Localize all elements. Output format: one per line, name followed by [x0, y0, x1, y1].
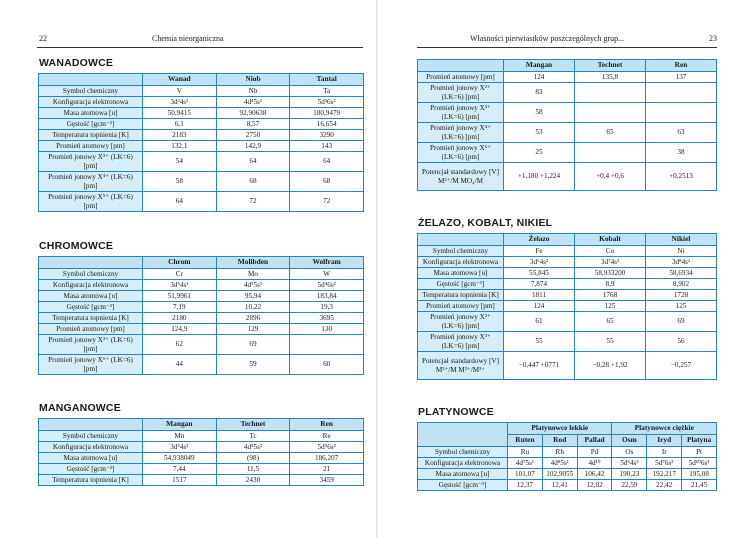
table-cell: 83	[504, 83, 575, 103]
section-title: CHROMOWCE	[39, 240, 114, 252]
column-header: Niob	[216, 74, 290, 86]
row-label: Gęstość [gcm⁻³]	[39, 119, 143, 130]
group-header-row	[418, 423, 717, 435]
header-corner	[39, 257, 143, 269]
table-cell	[646, 83, 717, 103]
table-cell: 38	[646, 143, 717, 163]
table-row	[418, 301, 717, 312]
row-label: Promień jonowy X³⁺ (LK=6) [pm]	[39, 152, 143, 172]
table-row	[418, 268, 717, 279]
table-row	[39, 335, 364, 355]
table-cell: 12,02	[577, 480, 612, 491]
table-cell: 106,42	[577, 469, 612, 480]
table-row	[418, 312, 717, 332]
table-cell: 58	[504, 103, 575, 123]
table-cell: 142,9	[216, 141, 290, 152]
wanadowce-table	[38, 73, 364, 212]
table-row	[39, 280, 364, 291]
table-cell: 5d³6s²	[290, 97, 364, 108]
table-cell: 3d⁶4s²	[504, 257, 575, 268]
section-title: PLATYNOWCE	[418, 406, 494, 418]
table-cell: 63	[646, 123, 717, 143]
table-cell: 7,44	[143, 464, 217, 475]
table-row	[418, 290, 717, 301]
table-cell: 3459	[290, 475, 364, 486]
column-header: Chrom	[143, 257, 217, 269]
table-header-row	[39, 74, 364, 86]
table-cell: 5d¹⁰6s¹	[682, 458, 717, 469]
table-cell: 95,94	[216, 291, 290, 302]
table-header-row	[418, 234, 717, 246]
left-page	[0, 0, 377, 538]
column-header: Ruten	[508, 435, 543, 447]
table-row	[39, 475, 364, 486]
table-cell: 11,5	[216, 464, 290, 475]
row-label: Masa atomowa [u]	[418, 469, 508, 480]
table-cell: 60	[290, 355, 364, 375]
row-label: Gęstość [gcm⁻³]	[39, 302, 143, 313]
table-cell: Tc	[216, 431, 290, 442]
table-row	[418, 72, 717, 83]
column-header: Wanad	[143, 74, 217, 86]
table-cell: 69	[216, 335, 290, 355]
table-cell: 65	[575, 123, 646, 143]
table-cell: 92,90638	[216, 108, 290, 119]
row-label: Promień jonowy X⁴⁺ (LK=6) [pm]	[39, 172, 143, 192]
table-cell: 64	[143, 192, 217, 212]
table-cell: 56	[646, 332, 717, 352]
table-row	[39, 464, 364, 475]
table-row	[39, 291, 364, 302]
table-row	[418, 332, 717, 352]
table-cell: Co	[575, 246, 646, 257]
row-label: Masa atomowa [u]	[418, 268, 504, 279]
table-cell: 5d⁷6s²	[647, 458, 682, 469]
table-cell: 2896	[216, 313, 290, 324]
table-cell: 51,9961	[143, 291, 217, 302]
table-cell: Ta	[290, 86, 364, 97]
table-cell: Rh	[542, 447, 577, 458]
table-cell: 68	[290, 172, 364, 192]
row-label: Promień jonowy X²⁺ (LK=6) [pm]	[418, 83, 504, 103]
table-cell: Mo	[216, 269, 290, 280]
table-cell: 132,1	[143, 141, 217, 152]
row-label: Promień atomowy [pm]	[418, 301, 504, 312]
table-cell: Ru	[508, 447, 543, 458]
table-cell	[575, 143, 646, 163]
header-rule	[417, 47, 717, 48]
table-row	[418, 279, 717, 290]
table-cell: 5d⁶4s²	[612, 458, 647, 469]
table-row	[39, 152, 364, 172]
row-label: Symbol chemiczny	[418, 246, 504, 257]
row-label: Masa atomowa [u]	[39, 453, 143, 464]
table-cell: 1768	[575, 290, 646, 301]
table-cell: 16,654	[290, 119, 364, 130]
table-row	[39, 302, 364, 313]
table-cell: 19,3	[290, 302, 364, 313]
table-cell: Os	[612, 447, 647, 458]
row-label: Symbol chemiczny	[39, 269, 143, 280]
table-cell: +0,2513	[646, 163, 717, 191]
table-row	[39, 355, 364, 375]
table-cell: W	[290, 269, 364, 280]
table-cell: (98)	[216, 453, 290, 464]
row-label: Promień jonowy X⁵⁺ (LK=6) [pm]	[39, 192, 143, 212]
row-label: Promień jonowy X³⁺ (LK=6) [pm]	[39, 335, 143, 355]
table-row	[418, 103, 717, 123]
platynowce-table	[417, 422, 717, 491]
table-cell: 55,845	[504, 268, 575, 279]
table-cell: 44	[143, 355, 217, 375]
column-header: Nikiel	[646, 234, 717, 246]
row-label: Konfiguracja elektronowa	[39, 280, 143, 291]
table-cell: Re	[290, 431, 364, 442]
row-label: Gęstość [gcm⁻³]	[418, 480, 508, 491]
table-cell: 4d⁵5s¹	[216, 280, 290, 291]
table-cell: 2183	[143, 130, 217, 141]
table-cell: 186,207	[290, 453, 364, 464]
table-cell: 61	[504, 312, 575, 332]
table-cell: 183,84	[290, 291, 364, 302]
column-header: Iryd	[647, 435, 682, 447]
table-cell: Cr	[143, 269, 217, 280]
table-cell: 125	[575, 301, 646, 312]
table-cell: −0,447 +0771	[504, 352, 575, 380]
row-label: Masa atomowa [u]	[39, 291, 143, 302]
row-label: Potencjał standardowy [V] M²⁺/M M³⁺/M²⁺	[418, 352, 504, 380]
table-cell	[575, 83, 646, 103]
section-title: MANGANOWCE	[39, 402, 121, 414]
page-number: 22	[39, 34, 47, 43]
table-row	[39, 86, 364, 97]
table-row	[39, 119, 364, 130]
table-cell: 58,933200	[575, 268, 646, 279]
table-cell: 64	[216, 152, 290, 172]
table-row	[418, 123, 717, 143]
row-label: Konfiguracja elektronowa	[39, 97, 143, 108]
table-row	[39, 130, 364, 141]
row-label: Temperatura topnienia [K]	[39, 130, 143, 141]
table-row	[39, 324, 364, 335]
column-header: Wolfram	[290, 257, 364, 269]
table-cell: 3290	[290, 130, 364, 141]
table-cell: 54	[143, 152, 217, 172]
page-number: 23	[709, 34, 717, 43]
table-cell: Ni	[646, 246, 717, 257]
table-cell: Mn	[143, 431, 217, 442]
table-cell: 72	[290, 192, 364, 212]
table-cell: 124	[504, 301, 575, 312]
table-cell: 137	[646, 72, 717, 83]
table-cell: 55	[504, 332, 575, 352]
table-row	[39, 192, 364, 212]
table-cell: 7,19	[143, 302, 217, 313]
table-cell: 124,9	[143, 324, 217, 335]
row-label: Promień jonowy X⁴⁺ (LK=6) [pm]	[418, 123, 504, 143]
table-cell	[646, 103, 717, 123]
row-label: Promień jonowy X²⁺ (LK=6) [pm]	[418, 312, 504, 332]
table-cell: 129	[216, 324, 290, 335]
table-header-row	[39, 257, 364, 269]
row-label: Masa atomowa [u]	[39, 108, 143, 119]
table-cell: 135,8	[575, 72, 646, 83]
table-cell: Pd	[577, 447, 612, 458]
table-cell: 12,41	[542, 480, 577, 491]
table-cell: 21	[290, 464, 364, 475]
header-rule	[37, 47, 363, 48]
table-cell: 58	[143, 172, 217, 192]
table-header-row	[418, 60, 717, 72]
table-cell: Nb	[216, 86, 290, 97]
row-label: Symbol chemiczny	[39, 86, 143, 97]
table-cell: 3d⁸4s²	[646, 257, 717, 268]
table-row	[39, 108, 364, 119]
table-cell	[290, 335, 364, 355]
table-cell: 1517	[143, 475, 217, 486]
column-header: Technet	[575, 60, 646, 72]
table-cell: 195,08	[682, 469, 717, 480]
table-cell: 2430	[216, 475, 290, 486]
table-cell: 7,874	[504, 279, 575, 290]
table-row	[39, 431, 364, 442]
table-cell: 25	[504, 143, 575, 163]
table-row	[39, 313, 364, 324]
table-row	[418, 257, 717, 268]
row-label: Symbol chemiczny	[418, 447, 508, 458]
column-header: Mangan	[143, 419, 217, 431]
table-cell: 54,938049	[143, 453, 217, 464]
table-cell: 3d⁷4s²	[575, 257, 646, 268]
manganowce-continued-table	[417, 59, 717, 191]
header-corner	[39, 419, 143, 431]
row-label: Konfiguracja elektronowa	[39, 442, 143, 453]
row-label: Promień atomowy [pm]	[39, 324, 143, 335]
table-cell: 2180	[143, 313, 217, 324]
column-header: Rod	[542, 435, 577, 447]
table-row	[418, 469, 717, 480]
header-corner	[418, 60, 504, 72]
zelazo-kobalt-nikiel-table	[417, 233, 717, 380]
table-cell: 125	[646, 301, 717, 312]
row-label: Promień atomowy [pm]	[418, 72, 504, 83]
column-header: Tantal	[290, 74, 364, 86]
row-label: Gęstość [gcm⁻³]	[418, 279, 504, 290]
table-row	[39, 172, 364, 192]
row-label: Temperatura topnienia [K]	[39, 475, 143, 486]
table-cell: V	[143, 86, 217, 97]
table-cell: 68	[216, 172, 290, 192]
table-cell: 124	[504, 72, 575, 83]
row-label: Konfiguracja elektronowa	[418, 458, 508, 469]
table-row	[418, 83, 717, 103]
table-row	[39, 97, 364, 108]
table-cell: 5d⁵6s²	[290, 442, 364, 453]
header-corner	[39, 74, 143, 86]
table-cell: 64	[290, 152, 364, 172]
header-corner	[418, 234, 504, 246]
table-cell: 53	[504, 123, 575, 143]
row-label: Promień jonowy X³⁺ (LK=6) [pm]	[418, 103, 504, 123]
table-row	[418, 163, 717, 191]
table-cell: 4d¹⁰	[577, 458, 612, 469]
table-cell: Ir	[647, 447, 682, 458]
table-cell: 102,9055	[542, 469, 577, 480]
table-row	[39, 141, 364, 152]
table-cell: Fe	[504, 246, 575, 257]
column-header: Ren	[290, 419, 364, 431]
table-cell: Pt	[682, 447, 717, 458]
table-cell: −0,28 +1,92	[575, 352, 646, 380]
row-label: Symbol chemiczny	[39, 431, 143, 442]
row-label: Konfiguracja elektronowa	[418, 257, 504, 268]
table-row	[418, 352, 717, 380]
running-header: Własności pierwiastków poszczególnych grup...	[470, 34, 625, 43]
row-label: Promień jonowy X⁶⁺ (LK=6) [pm]	[418, 143, 504, 163]
table-cell: 72	[216, 192, 290, 212]
header-corner	[418, 423, 508, 447]
column-header: Pallad	[577, 435, 612, 447]
table-cell: 55	[575, 332, 646, 352]
table-cell: 4d⁵5s²	[216, 442, 290, 453]
row-label: Temperatura topnienia [K]	[39, 313, 143, 324]
table-row	[39, 442, 364, 453]
table-cell: 59	[216, 355, 290, 375]
table-cell: 192,217	[647, 469, 682, 480]
table-row	[418, 458, 717, 469]
table-cell: +0,4 +0,6	[575, 163, 646, 191]
column-header: Molibden	[216, 257, 290, 269]
section-title: WANADOWCE	[39, 57, 114, 69]
running-header: Chemia nieorganiczna	[152, 34, 224, 43]
table-cell: 3d³4s²	[143, 97, 217, 108]
table-cell: 8,57	[216, 119, 290, 130]
table-cell: 143	[290, 141, 364, 152]
table-cell: 62	[143, 335, 217, 355]
table-header-row	[39, 419, 364, 431]
table-cell: 69	[646, 312, 717, 332]
table-cell: 3695	[290, 313, 364, 324]
table-cell: 5d⁴6s²	[290, 280, 364, 291]
table-row	[418, 480, 717, 491]
table-cell: 6,1	[143, 119, 217, 130]
column-header: Żelazo	[504, 234, 575, 246]
row-label: Promień atomowy [pm]	[39, 141, 143, 152]
row-label: Promień jonowy X⁶⁺ (LK=6) [pm]	[39, 355, 143, 375]
table-cell: 130	[290, 324, 364, 335]
table-cell: 21,45	[682, 480, 717, 491]
column-header: Mangan	[504, 60, 575, 72]
table-row	[39, 269, 364, 280]
group-header: Platynowce lekkie	[508, 423, 612, 435]
table-cell: 1811	[504, 290, 575, 301]
row-label: Gęstość [gcm⁻³]	[39, 464, 143, 475]
table-cell: 4d⁷5s¹	[508, 458, 543, 469]
column-header: Osm	[612, 435, 647, 447]
table-cell: 3d⁵4s²	[143, 442, 217, 453]
manganowce-table	[38, 418, 364, 486]
table-cell: 22,42	[647, 480, 682, 491]
row-label: Temperatura topnienia [K]	[418, 290, 504, 301]
row-label: Promień jonowy X³⁺ (LK=6) [pm]	[418, 332, 504, 352]
section-title: ŻELAZO, KOBALT, NIKIEL	[418, 217, 553, 229]
column-header: Technet	[216, 419, 290, 431]
group-header: Platynowce ciężkie	[612, 423, 717, 435]
table-row	[418, 143, 717, 163]
column-header: Platyna	[682, 435, 717, 447]
table-cell: 50,9415	[143, 108, 217, 119]
table-cell: 180,9479	[290, 108, 364, 119]
chromowce-table	[38, 256, 364, 375]
table-cell: 2750	[216, 130, 290, 141]
right-page	[378, 0, 755, 538]
table-cell: 22,59	[612, 480, 647, 491]
row-label: Potencjał standardowy [V] M²⁺/M MO₄/M	[418, 163, 504, 191]
table-cell	[575, 103, 646, 123]
table-cell: 10,22	[216, 302, 290, 313]
table-cell: 58,6934	[646, 268, 717, 279]
table-row	[39, 453, 364, 464]
table-cell: 4d⁸5s¹	[542, 458, 577, 469]
table-cell: +1,180 +1,224	[504, 163, 575, 191]
table-cell: 65	[575, 312, 646, 332]
table-cell: 8,9	[575, 279, 646, 290]
column-header: Kobalt	[575, 234, 646, 246]
table-cell: 190,23	[612, 469, 647, 480]
table-cell: 101,07	[508, 469, 543, 480]
table-cell: 1728	[646, 290, 717, 301]
table-cell: −0,257	[646, 352, 717, 380]
column-header: Ren	[646, 60, 717, 72]
table-cell: 12,37	[508, 480, 543, 491]
table-cell: 4d⁴5s¹	[216, 97, 290, 108]
table-row	[418, 246, 717, 257]
table-cell: 8,902	[646, 279, 717, 290]
table-cell: 3d⁵4s¹	[143, 280, 217, 291]
table-row	[418, 447, 717, 458]
